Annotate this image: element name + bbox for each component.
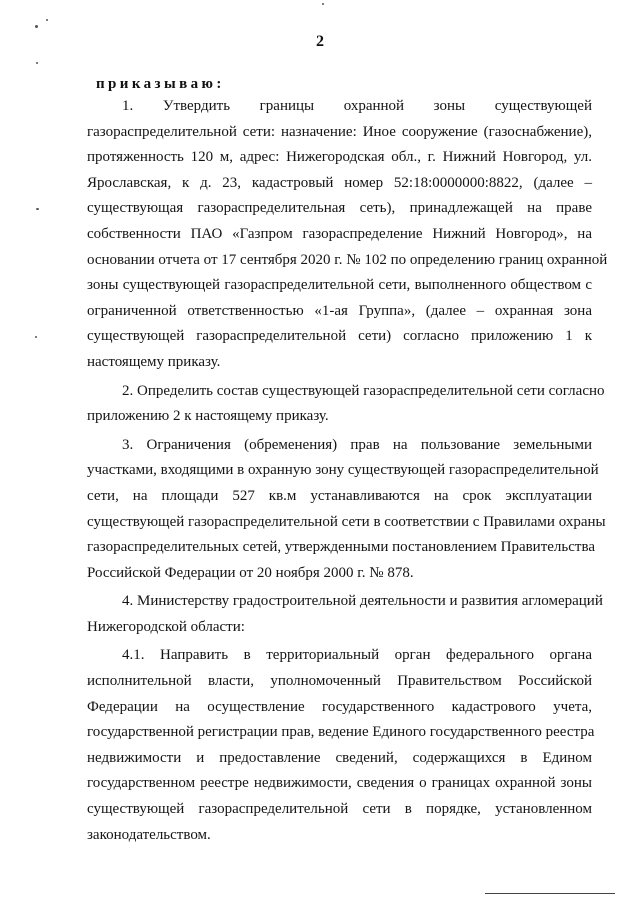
scan-speck	[36, 62, 38, 64]
text-line: законодательством.	[87, 826, 211, 843]
text-line: газораспределительной сети: назначение: Иное сооружение (газоснабжение),	[87, 123, 592, 140]
paragraph-4-1	[87, 643, 595, 848]
text-line: существующей газораспределительной сети в порядке, установленном	[87, 801, 592, 818]
scan-speck	[46, 19, 48, 21]
text-line: протяженность 120 м, адрес: Нижегородская обл., г. Нижний Новгород, ул.	[87, 149, 592, 166]
text-line: Российской Федерации от 20 ноября 2000 г. № 878.	[87, 564, 414, 581]
order-heading: приказываю:	[96, 76, 225, 92]
text-line: ограниченной ответственностью «1-ая Группа», (далее – охранная зона	[87, 302, 592, 319]
text-line: существующая газораспределительная сеть), принадлежащей на праве	[87, 200, 592, 217]
paragraph-1	[87, 94, 608, 376]
text-line: существующей газораспределительной сети) согласно приложению 1 к	[87, 328, 592, 345]
scan-speck	[35, 25, 38, 28]
text-line: 3. Ограничения (обременения) прав на пользование земельными	[122, 436, 592, 453]
document-body	[87, 94, 608, 848]
text-line: участками, входящими в охранную зону существующей газораспределительной	[87, 462, 599, 479]
text-line: 4.1. Направить в территориальный орган федерального органа	[122, 647, 592, 664]
text-line: недвижимости и предоставление сведений, содержащихся в Едином	[87, 749, 592, 766]
footer-rule	[485, 893, 615, 894]
text-line: государственной регистрации прав, ведение Единого государственного реестра	[87, 724, 595, 741]
text-line: существующей газораспределительной сети в соответствии с Правилами охраны	[87, 513, 606, 530]
text-line: 1. Утвердить границы охранной зоны существующей	[122, 98, 592, 114]
paragraph-3	[87, 433, 606, 587]
text-line: приложению 2 к настоящему приказу.	[87, 408, 329, 425]
text-line: Нижегородской области:	[87, 618, 245, 635]
scan-speck	[35, 336, 37, 338]
text-line: 2. Определить состав существующей газораспределительной сети согласно	[122, 382, 605, 399]
text-line: настоящему приказу.	[87, 353, 221, 370]
paragraph-2	[87, 379, 605, 430]
scan-speck	[36, 208, 39, 210]
text-line: государственном реестре недвижимости, сведения о границах охранной зоны	[87, 775, 592, 792]
text-line: собственности ПАО «Газпром газораспределение Нижний Новгород», на	[87, 225, 592, 242]
paragraph-4	[87, 589, 603, 640]
scan-speck	[322, 3, 324, 5]
page-number: 2	[316, 33, 324, 50]
text-line: Ярославская, к д. 23, кадастровый номер 52:18:0000000:8822, (далее –	[87, 174, 592, 191]
text-line: исполнительной власти, уполномоченный Правительством Российской	[87, 673, 592, 690]
text-line: газораспределительных сетей, утвержденными постановлением Правительства	[87, 539, 596, 556]
text-line: Федерации на осуществление государственного кадастрового учета,	[87, 698, 592, 715]
text-line: сети, на площади 527 кв.м устанавливаются на срок эксплуатации	[87, 487, 592, 504]
text-line: зоны существующей газораспределительной сети, выполненного обществом с	[87, 277, 592, 294]
text-line: основании отчета от 17 сентября 2020 г. № 102 по определению границ охранной	[87, 251, 608, 268]
text-line: 4. Министерству градостроительной деятельности и развития агломераций	[122, 593, 603, 610]
